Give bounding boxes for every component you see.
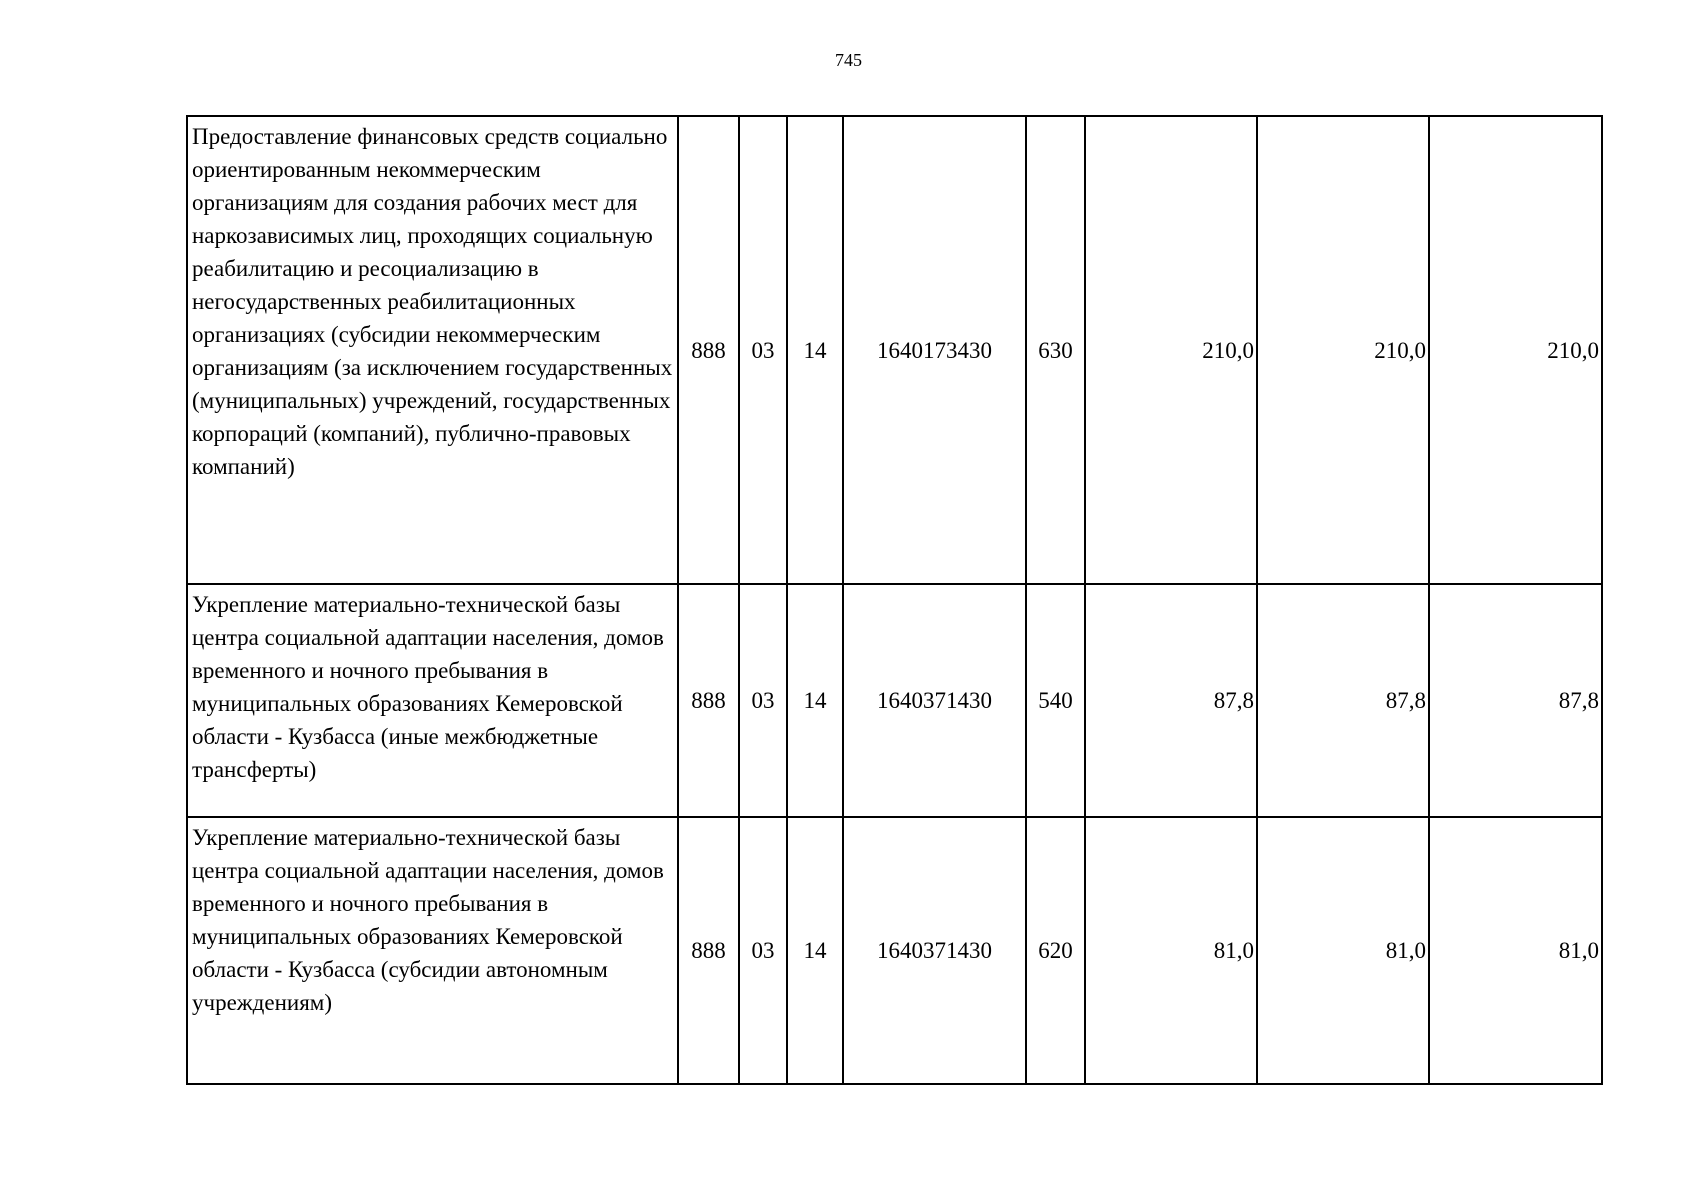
subsection-code-cell: 14 (787, 584, 843, 817)
subsection-code-cell: 14 (787, 817, 843, 1084)
expense-type-cell: 630 (1026, 116, 1085, 584)
row-name-cell: Укрепление материально-технической базы центра социальной адаптации населения, домов временного и ночного пребывания в муниципальных образованиях Кемеровской области - Кузбасса (иные межбюджетные трансферты) (187, 584, 678, 817)
budget-table (186, 115, 1603, 1085)
section-code-cell: 03 (739, 817, 787, 1084)
amount-1-cell: 87,8 (1085, 584, 1257, 817)
ministry-code-cell: 888 (678, 817, 739, 1084)
row-name-cell: Предоставление финансовых средств социально ориентированным некоммерческим организациям для создания рабочих мест для наркозависимых лиц, проходящих социальную реабилитацию и ресоциализацию в негосударственных реабилитационных организациях (субсидии некоммерческим организациям (за исключением государственных (муниципальных) учреждений, государственных корпораций (компаний), публично-правовых компаний) (187, 116, 678, 584)
subsection-code-cell: 14 (787, 116, 843, 584)
amount-3-cell: 81,0 (1429, 817, 1602, 1084)
row-name-cell: Укрепление материально-технической базы центра социальной адаптации населения, домов временного и ночного пребывания в муниципальных образованиях Кемеровской области - Кузбасса (субсидии автономным учреждениям) (187, 817, 678, 1084)
target-article-cell: 1640371430 (843, 584, 1026, 817)
ministry-code-cell: 888 (678, 584, 739, 817)
table-row (187, 817, 1602, 1084)
section-code-cell: 03 (739, 584, 787, 817)
amount-2-cell: 81,0 (1257, 817, 1429, 1084)
amount-2-cell: 87,8 (1257, 584, 1429, 817)
expense-type-cell: 540 (1026, 584, 1085, 817)
amount-3-cell: 210,0 (1429, 116, 1602, 584)
target-article-cell: 1640371430 (843, 817, 1026, 1084)
expense-type-cell: 620 (1026, 817, 1085, 1084)
table-row (187, 116, 1602, 584)
amount-3-cell: 87,8 (1429, 584, 1602, 817)
section-code-cell: 03 (739, 116, 787, 584)
amount-1-cell: 210,0 (1085, 116, 1257, 584)
ministry-code-cell: 888 (678, 116, 739, 584)
amount-2-cell: 210,0 (1257, 116, 1429, 584)
amount-1-cell: 81,0 (1085, 817, 1257, 1084)
target-article-cell: 1640173430 (843, 116, 1026, 584)
table-row (187, 584, 1602, 817)
page-number: 745 (835, 50, 862, 70)
